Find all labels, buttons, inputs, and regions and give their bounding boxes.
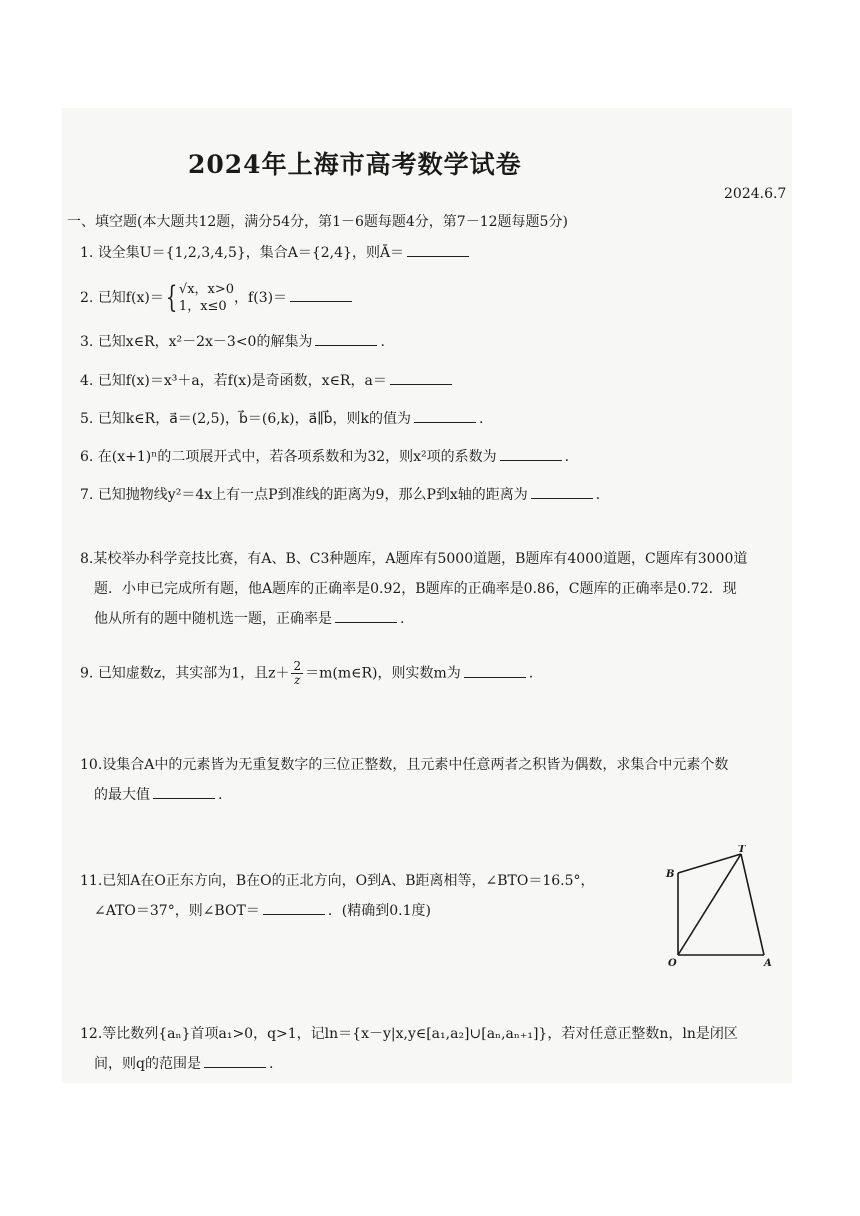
- question-number: 5.: [80, 411, 94, 427]
- question-6: [80, 446, 569, 468]
- question-text: 已知f(x)＝x³＋a，若f(x)是奇函数，x∈R，a＝: [97, 373, 387, 389]
- section-header: 一、填空题(本大题共12题，满分54分，第1－6题每题4分，第7－12题每题5分): [67, 214, 568, 230]
- question-text: 已知A在O正东方向，B在O的正北方向，O到A、B距离相等，∠BTO＝16.5°，: [102, 873, 595, 889]
- answer-blank[interactable]: [390, 370, 452, 385]
- question-line: [80, 1019, 780, 1049]
- question-text: 在(x+1)ⁿ的二项展开式中，若各项系数和为32，则x²项的系数为: [97, 449, 497, 465]
- question-number: 7.: [80, 487, 94, 503]
- question-text: 他从所有的题中随机选一题，正确率是: [94, 611, 332, 627]
- question-text-tail: ＝m(m∈R)，则实数m为: [305, 665, 461, 682]
- answer-blank[interactable]: [414, 408, 476, 423]
- period: .: [595, 487, 601, 503]
- segment-TA: [741, 854, 764, 955]
- question-line: [80, 780, 780, 810]
- piecewise-cases: [179, 281, 234, 315]
- question-text: 已知k∈R，a⃗＝(2,5)，b⃗＝(6,k)，a⃗∥b⃗，则k的值为: [97, 411, 412, 427]
- answer-blank[interactable]: [263, 900, 325, 915]
- question-number: 10.: [80, 757, 103, 773]
- question-text: 已知虚数z，其实部为1，且z＋: [97, 665, 290, 682]
- segment-OT: [678, 854, 741, 955]
- answer-blank[interactable]: [407, 242, 469, 257]
- question-text: 间，则q的范围是: [94, 1056, 201, 1072]
- question-7: [80, 484, 600, 506]
- geometry-figure: [664, 845, 782, 967]
- question-text: 已知抛物线y²＝4x上有一点P到准线的距离为9，那么P到x轴的距离为: [97, 487, 528, 503]
- fraction-denominator: z: [294, 673, 301, 687]
- question-line: [80, 1049, 780, 1079]
- period: .: [268, 1056, 274, 1072]
- label-O: O: [668, 958, 677, 967]
- label-B: B: [666, 869, 675, 880]
- question-11: [80, 866, 640, 926]
- question-8: [80, 544, 780, 634]
- answer-blank[interactable]: [204, 1053, 266, 1068]
- label-A: A: [764, 958, 772, 967]
- question-number: 9.: [80, 665, 94, 682]
- case-1: √x，x>0: [178, 282, 235, 297]
- question-text: 已知f(x)＝: [97, 290, 164, 306]
- exam-title: 2024年上海市高考数学试卷: [188, 150, 522, 179]
- question-number: 2.: [80, 290, 94, 306]
- brace-symbol: {: [165, 280, 178, 315]
- question-5: [80, 408, 484, 430]
- exam-date: 2024.6.7: [724, 186, 787, 202]
- question-line: [80, 866, 640, 896]
- question-4: [80, 370, 455, 392]
- question-line: [80, 604, 780, 634]
- period: .: [400, 611, 405, 627]
- question-10: [80, 750, 780, 810]
- question-text: ∠ATO＝37°，则∠BOT＝: [94, 903, 260, 919]
- question-number: 12.: [80, 1026, 103, 1042]
- question-1: [80, 242, 472, 264]
- question-text: 等比数列{aₙ}首项a₁>0，q>1，记ln＝{x－y|x,y∈[a₁,a₂]∪[aₙ,aₙ₊₁]}，若对任意正整数n，ln是闭区: [102, 1026, 738, 1042]
- answer-blank[interactable]: [315, 331, 377, 346]
- question-text: 设全集U＝{1,2,3,4,5}，集合A＝{2,4}，则Ā＝: [97, 245, 405, 261]
- question-text: 某校举办科学竞技比赛，有A、B、C3种题库，A题库有5000道题，B题库有4000道题，C题库有3000道: [93, 551, 748, 567]
- question-line: [80, 750, 780, 780]
- question-text: 设集合A中的元素皆为无重复数字的三位正整数，且元素中任意两者之积皆为偶数，求集合中元素个数: [102, 757, 729, 773]
- question-number: 4.: [80, 373, 94, 389]
- question-text: 的最大值: [94, 787, 150, 803]
- period: .: [479, 411, 484, 427]
- answer-blank[interactable]: [531, 484, 593, 499]
- period: .: [564, 449, 570, 465]
- answer-blank[interactable]: [464, 663, 526, 678]
- period: .: [528, 665, 534, 682]
- question-3: [80, 331, 385, 353]
- question-line: [80, 896, 640, 926]
- answer-blank[interactable]: [290, 287, 352, 302]
- question-9: [80, 660, 533, 687]
- case-2: 1，x≤0: [178, 299, 227, 314]
- answer-blank[interactable]: [153, 784, 215, 799]
- question-number: 11.: [80, 873, 103, 889]
- question-number: 3.: [80, 334, 94, 350]
- question-line: [80, 544, 780, 574]
- period: .: [218, 787, 223, 803]
- question-number: 8.: [80, 551, 94, 567]
- period: .: [380, 334, 385, 350]
- question-text-tail: ．(精确到0.1度): [327, 903, 432, 919]
- label-T: T: [738, 845, 746, 855]
- question-12: [80, 1019, 780, 1079]
- question-number: 1.: [80, 245, 94, 261]
- question-line: 题．小申已完成所有题，他A题库的正确率是0.92，B题库的正确率是0.86，C题库的正确率是0.72．现: [94, 581, 737, 597]
- answer-blank[interactable]: [500, 446, 562, 461]
- question-text-tail: ，f(3)＝: [234, 290, 288, 306]
- question-2: [80, 281, 355, 315]
- fraction: [291, 660, 303, 687]
- question-text: 已知x∈R，x²－2x－3<0的解集为: [97, 334, 313, 350]
- fraction-numerator: 2: [293, 659, 302, 673]
- question-number: 6.: [80, 449, 94, 465]
- answer-blank[interactable]: [335, 608, 397, 623]
